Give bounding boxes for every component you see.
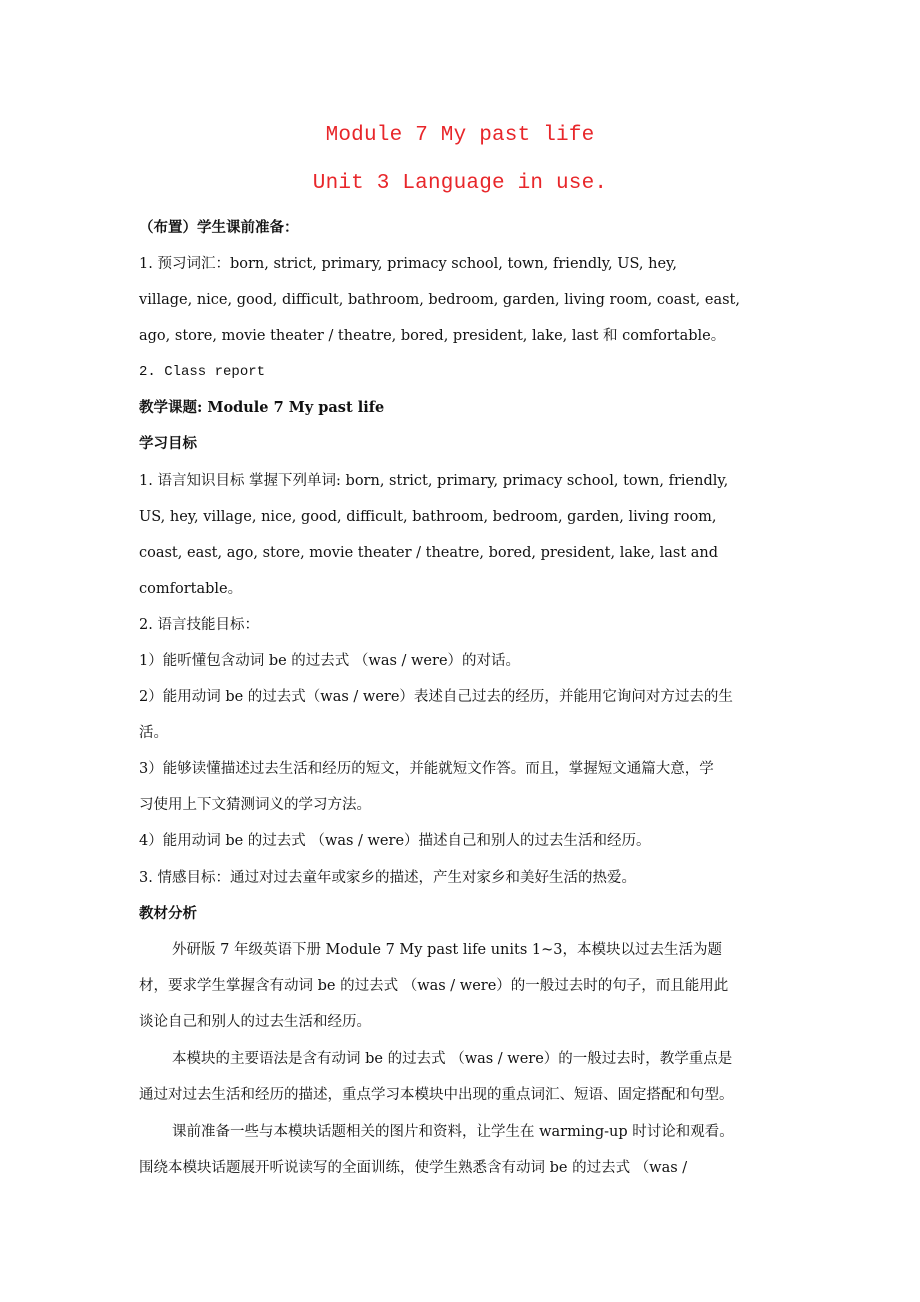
analysis-p1-line2: 材，要求学生掌握含有动词 be 的过去式 （was / were）的一般过去时的句子，而且能用此 — [139, 978, 729, 994]
analysis-heading: 教材分析 — [139, 905, 197, 922]
unit-title: Unit 3 Language in use. — [312, 172, 608, 195]
knowledge-goal-4: comfortable。 — [139, 581, 243, 597]
analysis-p1-line1: 外研版 7 年级英语下册 Module 7 My past life units 1~3，本模块以过去生活为题 — [172, 942, 722, 958]
knowledge-goal-3: coast, east, ago, store, movie theater / theatre, bored, president, lake, last and — [139, 545, 719, 561]
knowledge-goal-2: US, hey, village, nice, good, difficult, bathroom, bedroom, garden, living room, — [139, 509, 717, 525]
prep-heading: （布置）学生课前准备： — [139, 219, 299, 236]
objectives-heading: 学习目标 — [139, 435, 197, 452]
skill-goal-3b: 习使用上下文猜测词义的学习方法。 — [139, 797, 371, 813]
analysis-p2-line2: 通过对过去生活和经历的描述，重点学习本模块中出现的重点词汇、短语、固定搭配和句型。 — [139, 1087, 734, 1103]
skill-goal-3a: 3）能够读懂描述过去生活和经历的短文，并能就短文作答。而且，掌握短文通篇大意，学 — [139, 761, 714, 777]
skill-goal-2a: 2）能用动词 be 的过去式（was / were）表述自己过去的经历，并能用它询问对方过去的生 — [139, 689, 733, 705]
emotion-goal: 3. 情感目标：通过对过去童年或家乡的描述，产生对家乡和美好生活的热爱。 — [139, 870, 636, 886]
analysis-p2-line1: 本模块的主要语法是含有动词 be 的过去式 （was / were）的一般过去时，教学重点是 — [172, 1051, 733, 1067]
analysis-p3-line1: 课前准备一些与本模块话题相关的图片和资料，让学生在 warming-up 时讨论和观看。 — [172, 1124, 734, 1140]
lesson-topic: 教学课题: Module 7 My past life — [139, 399, 385, 416]
module-title: Module 7 My past life — [325, 124, 595, 147]
analysis-p1-line3: 谈论自己和别人的过去生活和经历。 — [139, 1014, 371, 1030]
vocab-line-1: 1. 预习词汇：born, strict, primary, primacy school, town, friendly, US, hey, — [139, 256, 677, 272]
knowledge-goal-1: 1. 语言知识目标 掌握下列单词: born, strict, primary, primacy school, town, friendly, — [139, 473, 729, 489]
skill-goal-heading: 2. 语言技能目标： — [139, 617, 259, 633]
skill-goal-4: 4）能用动词 be 的过去式 （was / were）描述自己和别人的过去生活和经历。 — [139, 833, 651, 849]
skill-goal-2b: 活。 — [139, 725, 168, 741]
class-report: 2. Class report — [139, 364, 266, 380]
skill-goal-1: 1）能听懂包含动词 be 的过去式 （was / were）的对话。 — [139, 653, 521, 669]
vocab-line-3: ago, store, movie theater / theatre, bored, president, lake, last 和 comfortable。 — [139, 328, 726, 344]
vocab-line-2: village, nice, good, difficult, bathroom, bedroom, garden, living room, coast, east, — [139, 292, 740, 308]
analysis-p3-line2: 围绕本模块话题展开听说读写的全面训练，使学生熟悉含有动词 be 的过去式 （was / — [139, 1160, 688, 1176]
